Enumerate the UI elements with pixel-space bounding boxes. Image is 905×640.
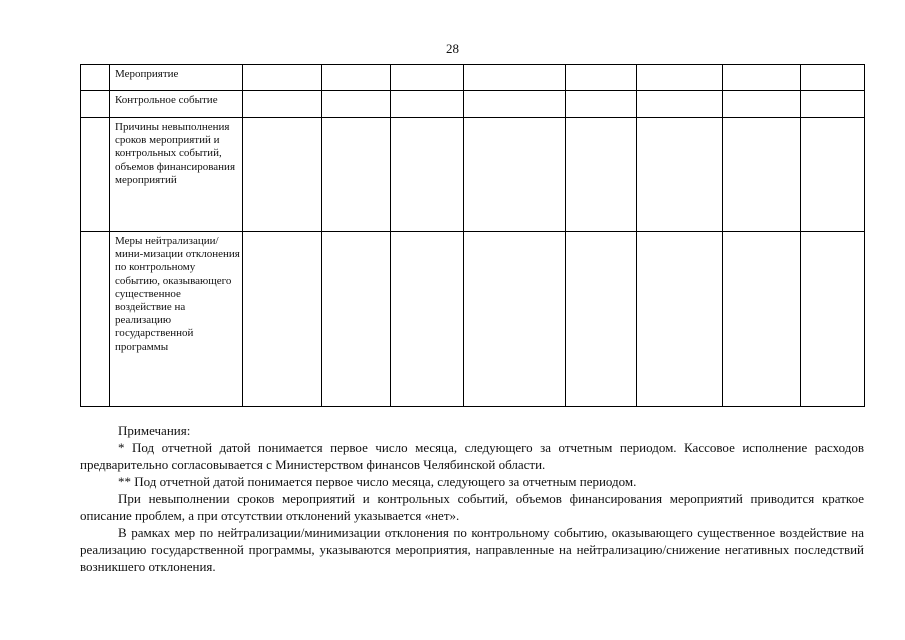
table-cell <box>566 65 637 91</box>
table-cell <box>391 65 464 91</box>
row-label-event: Мероприятие <box>110 65 243 91</box>
table-cell <box>637 232 723 407</box>
table-cell <box>801 91 865 118</box>
table-cell <box>801 65 865 91</box>
table-cell <box>391 232 464 407</box>
table-cell <box>801 232 865 407</box>
table-cell <box>464 65 566 91</box>
row-number-cell <box>81 232 110 407</box>
table-cell <box>637 118 723 232</box>
table-cell <box>322 91 391 118</box>
table-cell <box>464 118 566 232</box>
notes-section <box>80 422 864 575</box>
table-cell <box>566 91 637 118</box>
table-row <box>81 232 865 407</box>
page-number: 28 <box>446 41 459 56</box>
report-table <box>80 64 865 407</box>
table-row <box>81 65 865 91</box>
table-cell <box>243 91 322 118</box>
table-row <box>81 91 865 118</box>
table-cell <box>243 65 322 91</box>
table-cell <box>637 91 723 118</box>
table-cell <box>723 118 801 232</box>
note-paragraph: * Под отчетной датой понимается первое число месяца, следующего за отчетным периодом. Кассовое исполнение расходов предварительно согласовывается с Министерством финансов Челябинской области. <box>80 440 864 472</box>
note-paragraph: При невыполнении сроков мероприятий и контрольных событий, объемов финансирования мероприятий приводится краткое описание проблем, а при отсутствии отклонений указывается «нет». <box>80 491 864 523</box>
table-cell <box>464 232 566 407</box>
table-cell <box>723 232 801 407</box>
note-paragraph: ** Под отчетной датой понимается первое число месяца, следующего за отчетным периодом. <box>118 474 637 489</box>
table-cell <box>391 118 464 232</box>
table-cell <box>391 91 464 118</box>
table-cell <box>637 65 723 91</box>
table-cell <box>322 232 391 407</box>
row-number-cell <box>81 91 110 118</box>
table-cell <box>464 91 566 118</box>
table-cell <box>801 118 865 232</box>
table-cell <box>243 118 322 232</box>
table-cell <box>723 91 801 118</box>
row-label-reasons: Причины невыполнения сроков мероприятий и контрольных событий, объемов финансирования мероприятий <box>110 118 243 232</box>
table-cell <box>322 118 391 232</box>
table-cell <box>243 232 322 407</box>
note-paragraph: В рамках мер по нейтрализации/минимизации отклонения по контрольному событию, оказывающего существенное воздействие на реализацию государственной программы, указываются мероприятия, направленные на нейтрализацию/снижение негативных последствий возникшего отклонения. <box>80 525 864 574</box>
notes-heading: Примечания: <box>118 423 191 438</box>
table-cell <box>566 118 637 232</box>
table-cell <box>322 65 391 91</box>
table-row <box>81 118 865 232</box>
row-number-cell <box>81 65 110 91</box>
row-label-control-event: Контрольное событие <box>110 91 243 118</box>
row-number-cell <box>81 118 110 232</box>
table-cell <box>723 65 801 91</box>
row-label-measures: Меры нейтрализации/мини-мизации отклонения по контрольному событию, оказывающего существенное воздействие на реализацию государственной программы <box>110 232 243 407</box>
table-cell <box>566 232 637 407</box>
